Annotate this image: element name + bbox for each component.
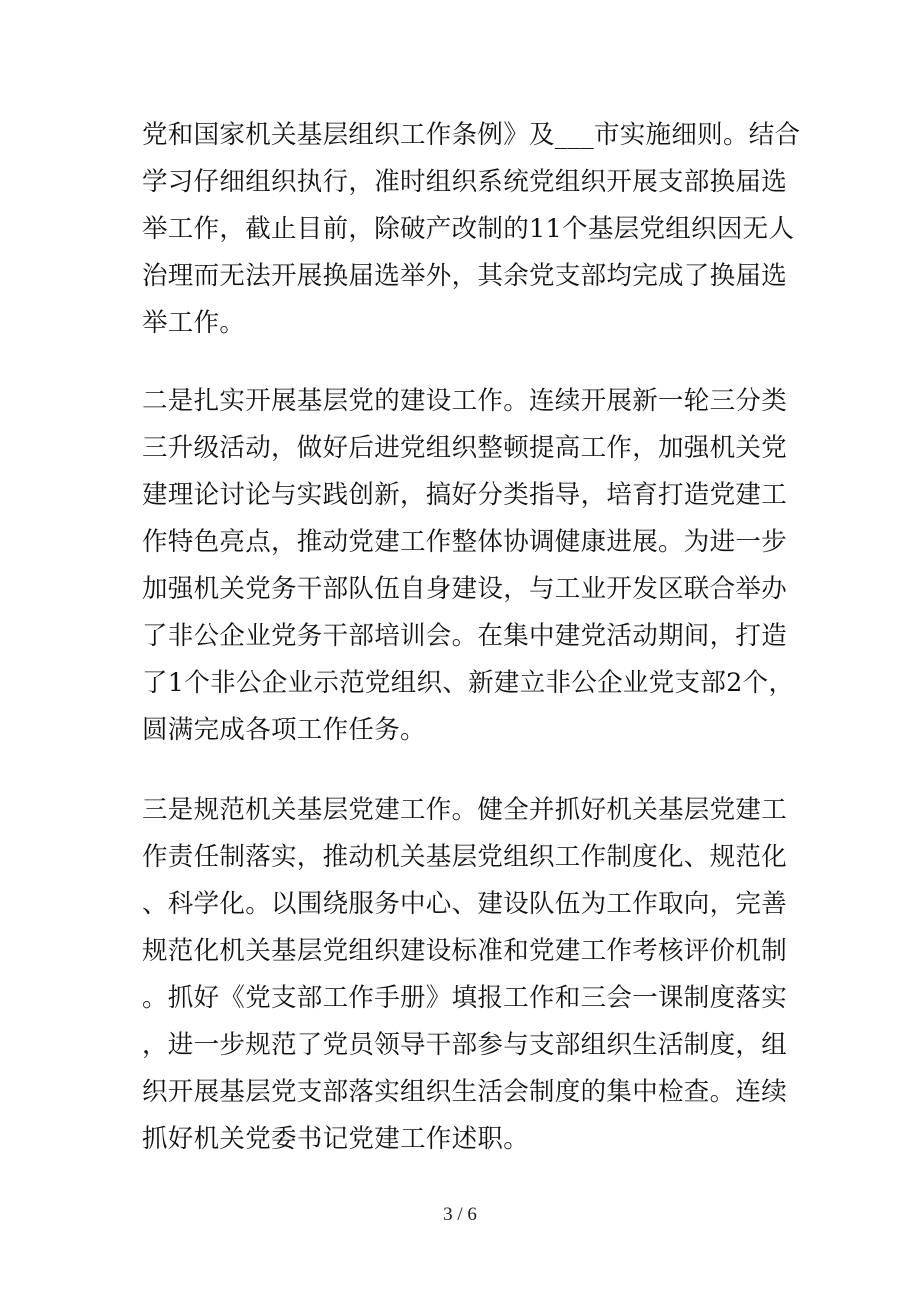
text-line: 学习仔细组织执行，准时组织系统党组织开展支部换届选 [142, 167, 788, 197]
paragraph-3 [142, 787, 788, 1163]
text-line: 举工作。 [142, 308, 246, 338]
text-line: 三升级活动，做好后进党组织整顿提高工作，加强机关党 [142, 433, 788, 463]
text-line: 。抓好《党支部工作手册》填报工作和三会一课制度落实 [142, 983, 788, 1013]
paragraph-1 [142, 112, 801, 347]
text-line: 三是规范机关基层党建工作。健全并抓好机关基层党建工 [142, 795, 788, 825]
text-line: 了非公企业党务干部培训会。在集中建党活动期间，打造 [142, 621, 788, 651]
text-line: 建理论讨论与实践创新，搞好分类指导，培育打造党建工 [142, 480, 788, 510]
text-line: 二是扎实开展基层党的建设工作。连续开展新一轮三分类 [142, 386, 788, 416]
page-number: 3 / 6 [443, 1204, 477, 1225]
text-line: 治理而无法开展换届选举外，其余党支部均完成了换届选 [142, 261, 788, 291]
text-line: 、科学化。以围绕服务中心、建设队伍为工作取向，完善 [142, 889, 788, 919]
text-line: ，进一步规范了党员领导干部参与支部组织生活制度，组 [142, 1030, 788, 1060]
text-line: 圆满完成各项工作任务。 [142, 715, 426, 745]
text-line: 了1个非公企业示范党组织、新建立非公企业党支部2个， [142, 668, 795, 698]
text-line: 织开展基层党支部落实组织生活会制度的集中检查。连续 [142, 1077, 788, 1107]
text-line: 抓好机关党委书记党建工作述职。 [142, 1124, 530, 1154]
text-line: 作特色亮点，推动党建工作整体协调健康进展。为进一步 [142, 527, 788, 557]
text-line: 作责任制落实，推动机关基层党组织工作制度化、规范化 [142, 842, 788, 872]
text-line: 规范化机关基层党组织建设标准和党建工作考核评价机制 [142, 936, 788, 966]
text-line: 党和国家机关基层组织工作条例》及___市实施细则。结合 [142, 120, 801, 150]
text-line: 举工作，截止目前，除破产改制的11个基层党组织因无人 [142, 214, 795, 244]
text-line: 加强机关党务干部队伍自身建设，与工业开发区联合举办 [142, 574, 788, 604]
paragraph-2 [142, 378, 795, 754]
